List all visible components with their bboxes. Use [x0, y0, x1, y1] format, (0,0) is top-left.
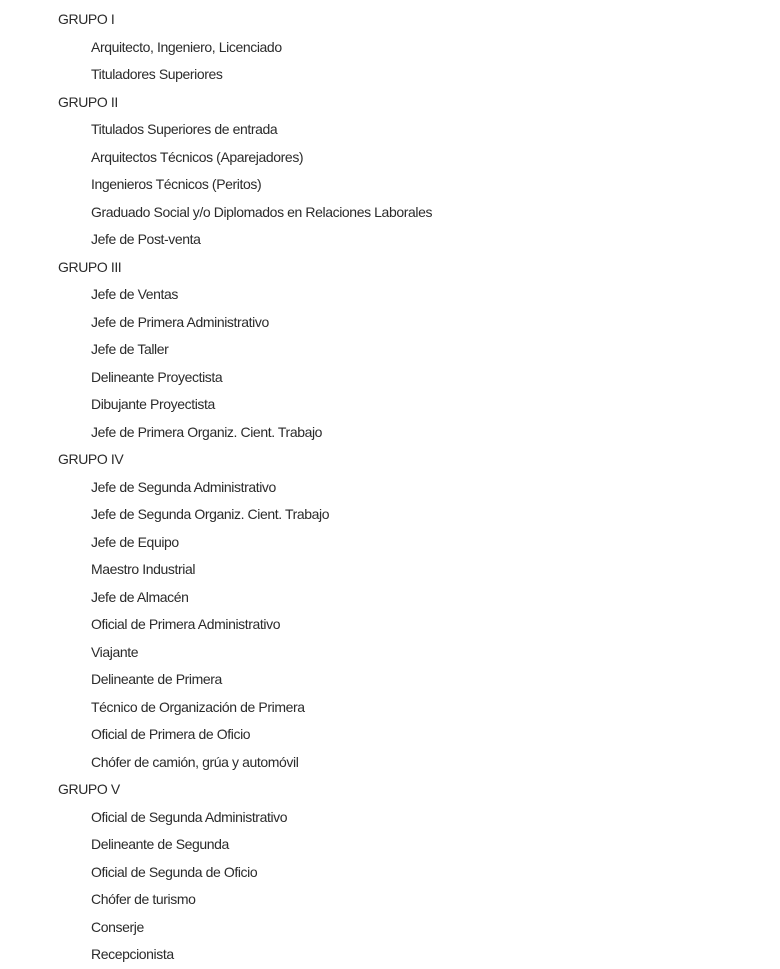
list-item: Titulados Superiores de entrada	[91, 121, 278, 137]
group-title: GRUPO IV	[58, 451, 124, 467]
list-item: Jefe de Post-venta	[91, 231, 201, 247]
group-2	[0, 89, 780, 254]
list-item: Conserje	[91, 918, 144, 935]
list-item: Delineante de Primera	[91, 671, 222, 687]
list-item: Oficial de Segunda Administrativo	[91, 808, 288, 825]
group-1	[0, 6, 780, 89]
list-item: Graduado Social y/o Diplomados en Relaciones Laborales	[91, 203, 433, 220]
group-items	[0, 116, 780, 254]
group-5	[0, 776, 780, 969]
group-4	[0, 446, 780, 776]
list-item: Jefe de Primera Administrativo	[91, 313, 269, 330]
list-item: Maestro Industrial	[91, 561, 196, 577]
group-items	[0, 281, 780, 446]
list-item: Técnico de Organización de Primera	[91, 698, 305, 715]
list-item: Dibujante Proyectista	[91, 396, 215, 412]
list-item: Jefe de Ventas	[91, 286, 179, 302]
group-title: GRUPO II	[58, 93, 118, 110]
list-item: Recepcionista	[91, 946, 174, 962]
group-title: GRUPO V	[58, 781, 120, 797]
group-items	[0, 804, 780, 969]
list-item: Jefe de Almacén	[91, 588, 189, 605]
list-item: Chófer de turismo	[91, 891, 196, 907]
list-item: Jefe de Segunda Administrativo	[91, 478, 276, 495]
group-3	[0, 254, 780, 447]
list-item: Arquitecto, Ingeniero, Licenciado	[91, 38, 282, 55]
list-item: Oficial de Primera de Oficio	[91, 726, 251, 742]
list-item: Viajante	[91, 643, 139, 660]
list-item: Tituladores Superiores	[91, 66, 223, 82]
group-items	[0, 34, 780, 89]
list-item: Jefe de Taller	[91, 341, 169, 357]
list-item: Delineante Proyectista	[91, 368, 223, 385]
list-item: Oficial de Primera Administrativo	[91, 616, 281, 632]
group-title: GRUPO I	[58, 11, 115, 27]
list-item: Jefe de Equipo	[91, 533, 179, 550]
group-items	[0, 474, 780, 777]
list-item: Oficial de Segunda de Oficio	[91, 863, 258, 880]
list-item: Ingenieros Técnicos (Peritos)	[91, 176, 262, 192]
list-item: Chófer de camión, grúa y automóvil	[91, 753, 299, 770]
group-title: GRUPO III	[58, 258, 122, 275]
list-item: Jefe de Primera Organiz. Cient. Trabajo	[91, 423, 323, 440]
list-item: Jefe de Segunda Organiz. Cient. Trabajo	[91, 506, 330, 522]
list-item: Delineante de Segunda	[91, 836, 229, 852]
list-item: Arquitectos Técnicos (Aparejadores)	[91, 148, 304, 165]
